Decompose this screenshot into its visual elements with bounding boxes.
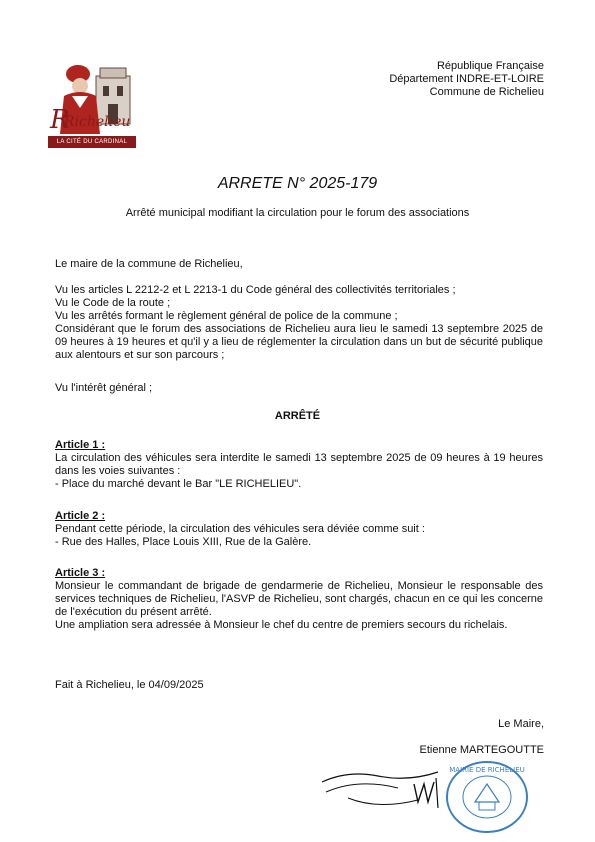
article-line: Monsieur le commandant de brigade de gendarmerie de Richelieu, Monsieur le responsable des services techniques de Richelieu, l'ASVP de Richelieu, sont chargés, chacun en ce qui les concerne de l'exécution du présent arrêté. bbox=[55, 580, 543, 618]
article-2 bbox=[55, 510, 543, 549]
consideration: Vu le Code de la route ; bbox=[55, 297, 171, 309]
article-heading: Article 1 : bbox=[55, 439, 106, 451]
intro: Le maire de la commune de Richelieu, bbox=[55, 258, 243, 270]
consideration: Considérant que le forum des associations de Richelieu aura lieu le samedi 13 septembre 2025 de 09 heures à 19 heures et qu'il y a lieu de réglementer la circulation dans un but de sécurité publique aux alentours et sur son parcours ; bbox=[55, 323, 543, 361]
logo-caption: LA CITÉ DU CARDINAL bbox=[48, 136, 136, 148]
signature-role: Le Maire, bbox=[498, 718, 544, 730]
consideration: Vu les arrêtés formant le règlement général de police de la commune ; bbox=[55, 310, 398, 322]
article-line: Pendant cette période, la circulation des véhicules sera déviée comme suit : bbox=[55, 523, 425, 535]
article-line: Une ampliation sera adressée à Monsieur le chef du centre de premiers secours du richelais. bbox=[55, 619, 508, 631]
article-heading: Article 3 : bbox=[55, 567, 106, 579]
handwritten-signature bbox=[318, 762, 458, 822]
consideration: Vu les articles L 2212-2 et L 2213-1 du Code général des collectivités territoriales ; bbox=[55, 284, 456, 296]
header-block bbox=[389, 60, 544, 99]
svg-text:R: R bbox=[50, 105, 70, 135]
article-line: - Place du marché devant le Bar "LE RICHELIEU". bbox=[55, 478, 302, 490]
richelieu-logo bbox=[44, 56, 140, 148]
article-line: La circulation des véhicules sera interdite le samedi 13 septembre 2025 de 09 heures à 19 heures dans les voies suivantes : bbox=[55, 452, 543, 477]
article-1 bbox=[55, 439, 543, 491]
document-subtitle: Arrêté municipal modifiant la circulation pour le forum des associations bbox=[125, 207, 470, 219]
decision-heading: ARRÊTÉ bbox=[274, 410, 321, 422]
signature-name: Etienne MARTEGOUTTE bbox=[419, 744, 544, 756]
interet-general: Vu l'intérêt général ; bbox=[55, 382, 153, 394]
article-line: - Rue des Halles, Place Louis XIII, Rue de la Galère. bbox=[55, 536, 312, 548]
article-3 bbox=[55, 567, 543, 632]
header-line: Commune de Richelieu bbox=[429, 86, 544, 98]
logo-text: Richelieu bbox=[64, 114, 131, 130]
seal-text: MAIRIE DE RICHELIEU bbox=[449, 766, 525, 774]
official-seal bbox=[443, 758, 531, 836]
considerations-block bbox=[55, 284, 543, 362]
header-line: Département INDRE-ET-LOIRE bbox=[389, 73, 544, 85]
fait-a: Fait à Richelieu, le 04/09/2025 bbox=[55, 679, 204, 691]
article-heading: Article 2 : bbox=[55, 510, 106, 522]
document-title: ARRETE N° 2025-179 bbox=[217, 175, 378, 192]
header-line: République Française bbox=[436, 60, 544, 72]
